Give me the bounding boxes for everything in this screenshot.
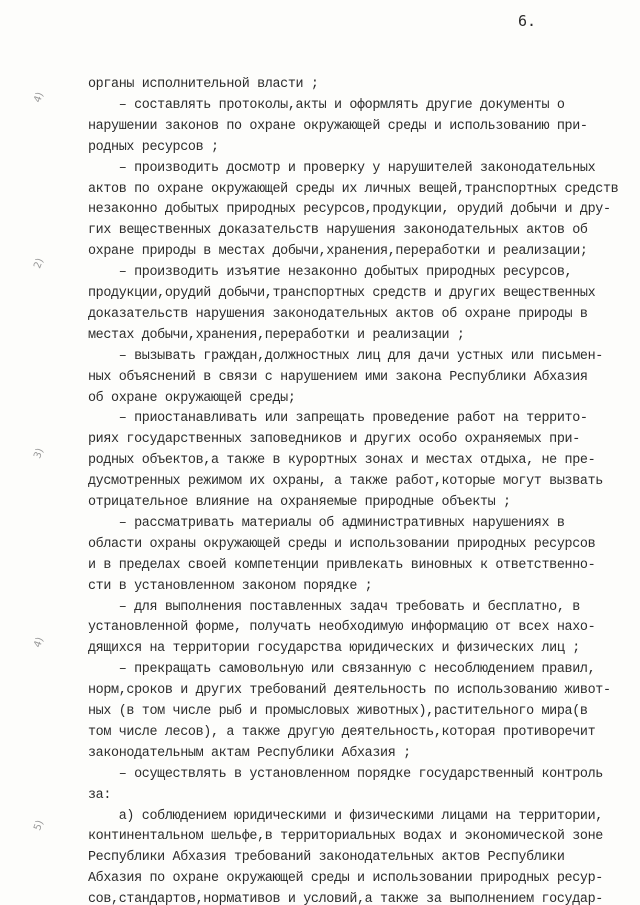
document-line: местах добычи,хранения,переработки и реализации ; — [88, 327, 465, 343]
margin-mark: 3) — [32, 446, 47, 461]
document-line: – производить досмотр и проверку у нарушителей законодательных — [88, 160, 596, 176]
document-line: охране природы в местах добычи,хранения,переработки и реализации; — [88, 244, 588, 260]
document-line: родных ресурсов ; — [88, 139, 219, 155]
document-line: норм,сроков и других требований деятельность по использованию живот- — [88, 683, 611, 699]
document-line: – осуществлять в установленном порядке государственный контроль — [88, 766, 603, 782]
page-number: 6. — [518, 12, 537, 30]
margin-mark: 5) — [32, 818, 47, 833]
document-line: – составлять протоколы,акты и оформлять другие документы о — [88, 97, 565, 113]
margin-mark: 4) — [32, 635, 47, 650]
margin-mark: 2) — [32, 256, 47, 271]
document-line: органы исполнительной власти ; — [88, 77, 319, 92]
margin-mark: 4) — [32, 90, 47, 105]
document-line: риях государственных заповедников и других особо охраняемых при- — [88, 432, 580, 448]
document-line: Республики Абхазия требований законодательных актов Республики — [88, 850, 565, 866]
document-line: – вызывать граждан,должностных лиц для дачи устных или письмен- — [88, 348, 603, 364]
document-line: дящихся на территории государства юридических и физических лиц ; — [88, 641, 580, 657]
document-line: за: — [88, 787, 112, 803]
document-line: том числе лесов), а также другую деятельность,которая противоречит — [88, 724, 596, 740]
document-line: актов по охране окружающей среды их личных вещей,транспортных средств — [88, 181, 619, 197]
document-line: продукции,орудий добычи,транспортных средств и других вещественных — [88, 286, 596, 301]
document-line: области охраны окружающей среды и использовании природных ресурсов — [88, 536, 596, 552]
document-line: сов,стандартов,нормативов и условий,а также за выполнением государ- — [88, 892, 603, 905]
document-line: дусмотренных режимом их охраны, а также работ,которые могут вызвать — [88, 474, 603, 490]
document-line: ных объяснений в связи с нарушением ими закона Республики Абхазия — [88, 369, 588, 385]
document-line: – приостанавливать или запрещать проведение работ на террито- — [88, 411, 588, 427]
document-line: – рассматривать материалы об административных нарушениях в — [88, 515, 565, 531]
document-line: гих вещественных доказательств нарушения законодательных актов об — [88, 223, 588, 239]
document-line: ных (в том числе рыб и промысловых животных),растительного мира(в — [88, 704, 588, 719]
document-line: об охране окружающей среды; — [88, 390, 296, 406]
document-line: континентальном шельфе,в территориальных водах и экономической зоне — [88, 829, 603, 845]
document-line: доказательств нарушения законодательных актов об охране природы в — [88, 306, 588, 322]
document-line: отрицательное влияние на охраняемые природные объекты ; — [88, 495, 511, 510]
document-line: сти в установленном законом порядке ; — [88, 578, 373, 594]
document-line: родных объектов,а также в курортных зонах и местах отдыха, не пре- — [88, 453, 596, 469]
document-line: установленной форме, получать необходимую информацию от всех нахо- — [88, 620, 596, 636]
document-line: – прекращать самовольную или связанную с несоблюдением правил, — [88, 662, 596, 678]
document-line: незаконно добытых природных ресурсов,продукции, орудий добычи и дру- — [88, 202, 611, 218]
document-line: а) соблюдением юридическими и физическими лицами на территории, — [88, 808, 603, 824]
document-line: – для выполнения поставленных задач требовать и бесплатно, в — [88, 599, 580, 615]
document-line: нарушении законов по охране окружающей среды и использованию при- — [88, 118, 588, 134]
document-line: и в пределах своей компетенции привлекать виновных к ответственно- — [88, 557, 596, 573]
document-line: законодательным актам Республики Абхазия ; — [88, 745, 411, 761]
document-line: – производить изъятие незаконно добытых природных ресурсов, — [88, 265, 573, 281]
document-line: Абхазия по охране окружающей среды и использовании природных ресур- — [88, 871, 603, 887]
